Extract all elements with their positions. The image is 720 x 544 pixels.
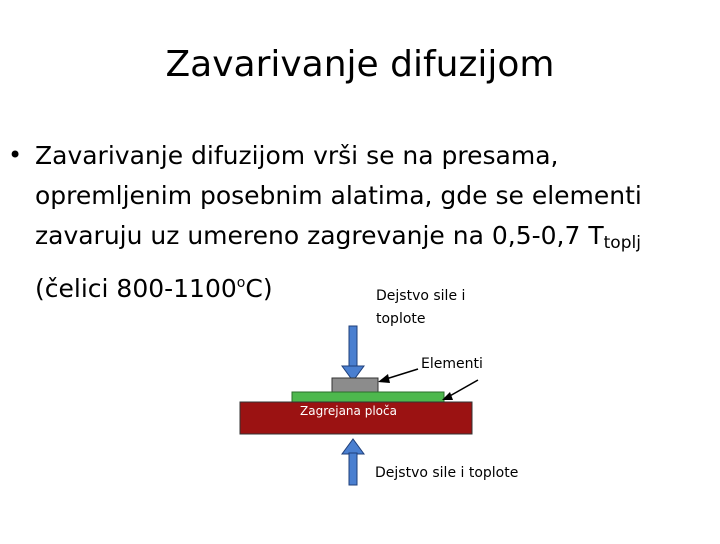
bullet-subscript: toplj xyxy=(603,233,641,253)
bullet-superscript: o xyxy=(236,275,246,291)
bottom-force-label: Dejstvo sile i toplote xyxy=(375,465,519,481)
bottom-force-arrow-icon xyxy=(342,439,364,485)
welded-element xyxy=(332,378,378,392)
bullet-text-main: Zavarivanje difuzijom vrši se na presama, opremljenim posebnim alatima, gde se elementi zavaruju uz umereno zagrevanje na 0,5-0,7 T xyxy=(35,141,642,250)
slide-title: Zavarivanje difuzijom xyxy=(165,44,555,85)
green-layer xyxy=(292,392,444,402)
top-force-label: Dejstvo sile i toplote xyxy=(376,288,466,327)
elements-pointer-arrow-icon xyxy=(378,369,418,383)
bullet-marker: • xyxy=(8,141,23,169)
bullet-paren-end: C) xyxy=(245,274,273,303)
top-force-arrow-icon xyxy=(342,326,364,381)
bullet-paren-start: (čelici 800-1100 xyxy=(35,274,237,303)
layer-pointer-arrow-icon xyxy=(442,380,478,400)
plate-label: Zagrejana ploča xyxy=(300,404,397,418)
elements-label: Elementi xyxy=(421,356,483,372)
